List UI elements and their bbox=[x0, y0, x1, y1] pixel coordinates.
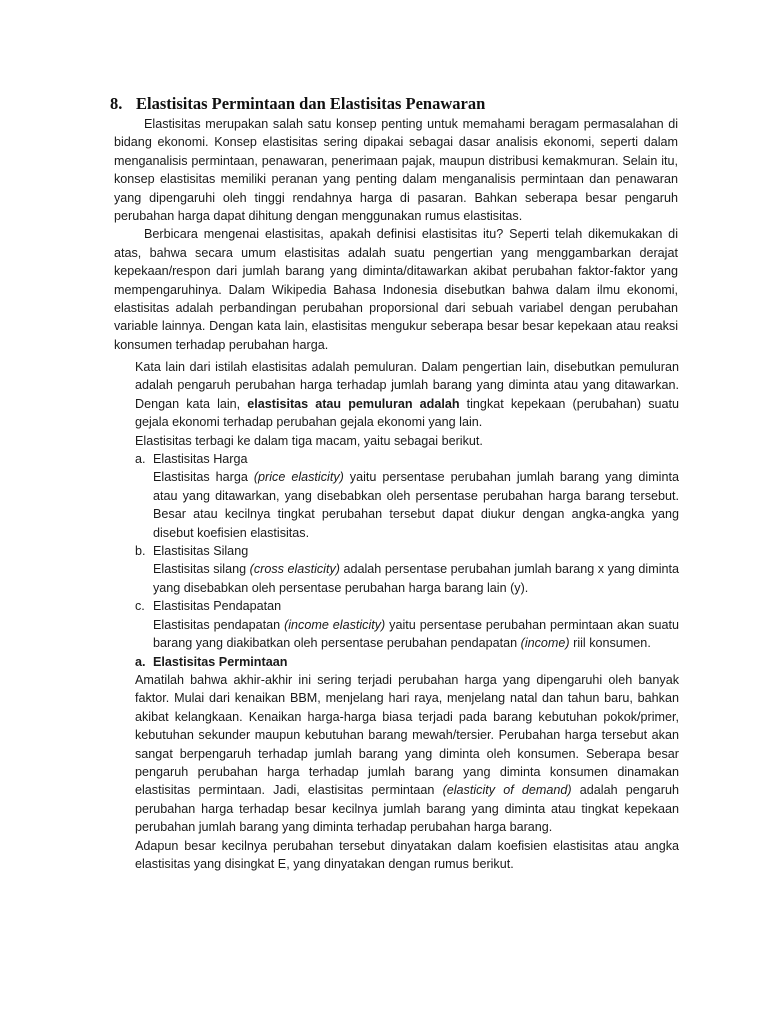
income-elasticity-term: (income elasticity) bbox=[284, 617, 386, 632]
section-number: 8. bbox=[110, 94, 123, 113]
demand-heading: a. Elastisitas Permintaan bbox=[135, 654, 288, 669]
income-term: (income) bbox=[520, 636, 570, 651]
item-a-heading: a. Elastisitas Harga bbox=[135, 452, 248, 467]
section-title: Elastisitas Permintaan dan Elastisitas Penawaran bbox=[136, 94, 486, 113]
item-b-body: Elastisitas silang (cross elasticity) adalah persentase perubahan jumlah barang x yang diminta yang disebabkan oleh persentase perubahan harga barang lain (y). bbox=[153, 562, 680, 595]
item-c-heading: c. Elastisitas Pendapatan bbox=[135, 599, 282, 614]
demand-paragraph: Amatilah bahwa akhir-akhir ini sering terjadi perubahan harga yang dipengaruhi oleh banyak faktor. Mulai dari kenaikan BBM, menjelang hari raya, menjelang natal dan tahun baru, bahkan akibat kelangkaan. Kenaikan harga-harga biasa terjadi pada barang kebutuhan pokok/primer, kebutuhan sekunder maupun kebutuhan barang mewah/tersier. Perubahan harga tersebut akan sangat berpengaruh terhadap jumlah barang yang diminta oleh konsumen. Seberapa besar pengaruh perubahan harga terhadap jumlah barang yang diminta konsumen dinamakan elastisitas permintaan. Jadi, elastisitas permintaan (elasticity of demand) adalah pengaruh perubahan harga terhadap besar kecilnya jumlah barang yang diminta atau tingkat kepekaan perubahan jumlah barang yang diminta terhadap perubahan harga barang. bbox=[135, 672, 679, 835]
definition-block bbox=[135, 358, 679, 873]
cross-elasticity-term: (cross elasticity) bbox=[249, 562, 340, 577]
item-a-body: Elastisitas harga (price elasticity) yaitu persentase perubahan jumlah barang yang diminta atau yang ditawarkan, yang disebabkan oleh persentase perubahan harga barang tersebut. Besar atau kecilnya tingkat perubahan tersebut dapat diukur dengan angka-angka yang disebut koefisien elastisitas. bbox=[153, 470, 679, 540]
pemuluran-paragraph bbox=[135, 358, 679, 432]
closing-paragraph: Adapun besar kecilnya perubahan tersebut dinyatakan dalam koefisien elastisitas atau angka elastisitas yang disingkat E, yang dinyatakan dengan rumus berikut. bbox=[135, 838, 679, 871]
item-c-body: Elastisitas pendapatan (income elasticity) yaitu persentase perubahan permintaan akan suatu barang yang diakibatkan oleh persentase perubahan pendapatan (income) riil konsumen. bbox=[153, 617, 679, 651]
elasticity-of-demand-term: (elasticity of demand) bbox=[442, 783, 572, 798]
pemuluran-bold-term: elastisitas atau pemuluran adalah bbox=[247, 396, 460, 411]
intro-paragraph-1: Elastisitas merupakan salah satu konsep penting untuk memahami beragam permasalahan di bidang ekonomi. Konsep elastisitas sering dipakai sebagai dasar analisis ekonomi, seperti dalam menganalisis permintaan, penawaran, penerimaan pajak, maupun distribusi kemakmuran. Selain itu, konsep elastisitas memiliki peranan yang penting dalam menganalisis permintaan dan penawaran yang dipengaruhi oleh tinggi rendahnya harga di pasaran. Bahkan seberapa besar pengaruh perubahan harga dapat dihitung dengan menggunakan rumus elastisitas. bbox=[114, 117, 678, 224]
pemuluran-text-b: tingkat kepekaan (perubahan) suatu gejala ekonomi terhadap perubahan gejala ekonomi yang lain. bbox=[135, 396, 680, 430]
price-elasticity-term: (price elasticity) bbox=[253, 470, 344, 485]
intro-block bbox=[114, 115, 678, 354]
types-intro: Elastisitas terbagi ke dalam tiga macam, yaitu sebagai berikut. bbox=[135, 433, 483, 448]
pemuluran-text-a: Kata lain dari istilah elastisitas adalah pemuluran. Dalam pengertian lain, disebutkan pemuluran adalah pengaruh perubahan harga terhadap jumlah barang yang diminta atau yang ditawarkan. Dengan kata lain, bbox=[135, 360, 679, 411]
intro-paragraph-2: Berbicara mengenai elastisitas, apakah definisi elastisitas itu? Seperti telah dikemukakan di atas, bahwa secara umum elastisitas adalah suatu pengertian yang menggambarkan derajat kepekaan/respon dari jumlah barang yang diminta/ditawarkan akibat perubahan faktor-faktor yang mempengaruhinya. Dalam Wikipedia Bahasa Indonesia disebutkan bahwa dalam ilmu ekonomi, elastisitas adalah perbandingan perubahan proporsional dari sebuah variabel dengan perubahan variable lainnya. Dengan kata lain, elastisitas mengukur seberapa besar besar kepekaan atau reaksi konsumen terhadap perubahan harga. bbox=[114, 227, 678, 352]
section-heading bbox=[110, 94, 485, 114]
item-b-heading: b. Elastisitas Silang bbox=[135, 544, 249, 559]
